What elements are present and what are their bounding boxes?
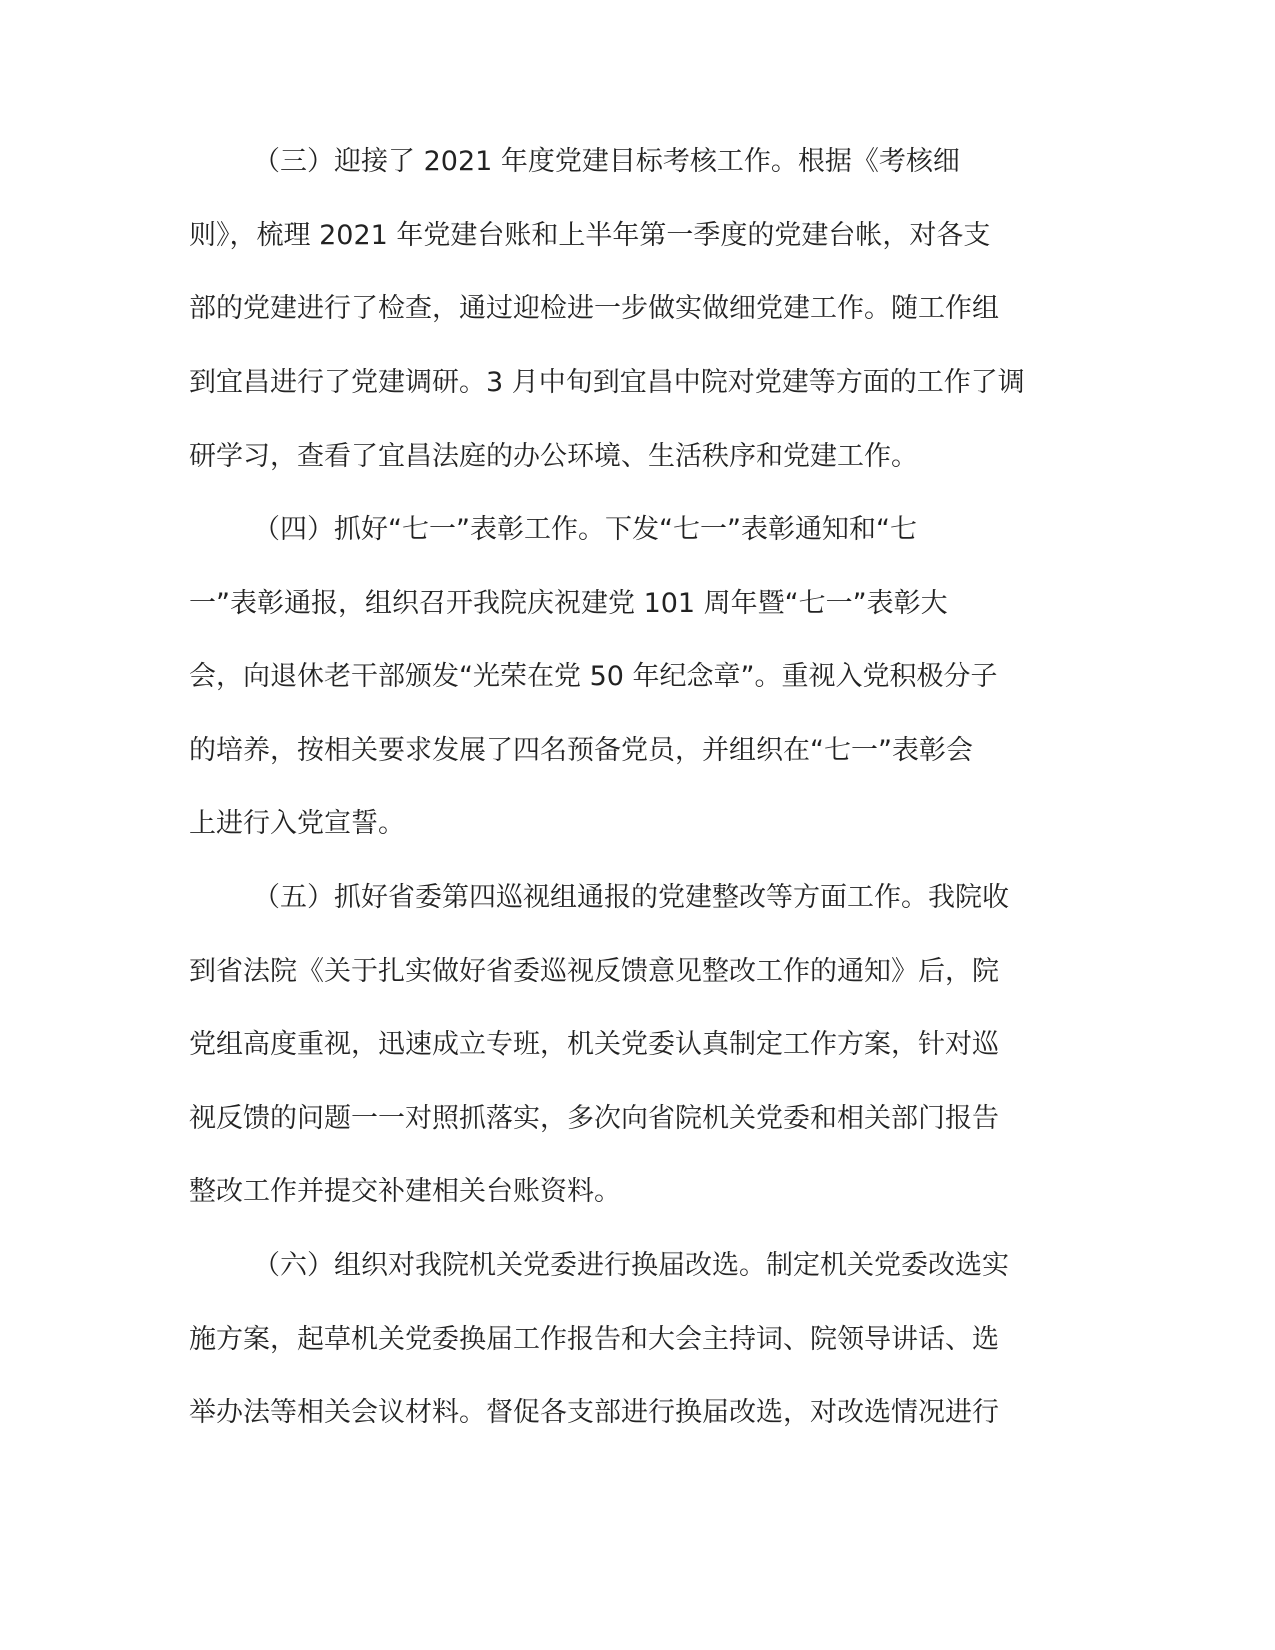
paragraph-line: 施方案，起草机关党委换届工作报告和大会主持词、院领导讲话、选 bbox=[189, 1324, 999, 1355]
paragraph-line: 会，向退休老干部颁发“光荣在党 50 年纪念章”。重视入党积极分子 bbox=[189, 661, 998, 692]
paragraph-line: 的培养，按相关要求发展了四名预备党员，并组织在“七一”表彰会 bbox=[189, 735, 973, 766]
paragraph-line: （六）组织对我院机关党委进行换届改选。制定机关党委改选实 bbox=[253, 1250, 1009, 1281]
paragraph-line: （四）抓好“七一”表彰工作。下发“七一”表彰通知和“七 bbox=[253, 514, 917, 545]
paragraph-line: 上进行入党宣誓。 bbox=[189, 808, 405, 839]
paragraph-line: 视反馈的问题一一对照抓落实，多次向省院机关党委和相关部门报告 bbox=[189, 1103, 999, 1134]
paragraph-line: 到宜昌进行了党建调研。3 月中旬到宜昌中院对党建等方面的工作了调 bbox=[189, 367, 1025, 398]
paragraph-line: （三）迎接了 2021 年度党建目标考核工作。根据《考核细 bbox=[253, 146, 960, 177]
paragraph-line: 整改工作并提交补建相关台账资料。 bbox=[189, 1176, 621, 1207]
paragraph-line: 到省法院《关于扎实做好省委巡视反馈意见整改工作的通知》后，院 bbox=[189, 956, 999, 987]
paragraph-line: （五）抓好省委第四巡视组通报的党建整改等方面工作。我院收 bbox=[253, 882, 1009, 913]
paragraph-line: 研学习，查看了宜昌法庭的办公环境、生活秩序和党建工作。 bbox=[189, 441, 918, 472]
paragraph-line: 党组高度重视，迅速成立专班，机关党委认真制定工作方案，针对巡 bbox=[189, 1029, 999, 1060]
paragraph-line: 举办法等相关会议材料。督促各支部进行换届改选，对改选情况进行 bbox=[189, 1397, 999, 1428]
paragraph-line: 部的党建进行了检查，通过迎检进一步做实做细党建工作。随工作组 bbox=[189, 293, 999, 324]
paragraph-line: 则》，梳理 2021 年党建台账和上半年第一季度的党建台帐，对各支 bbox=[189, 220, 991, 251]
paragraph-line: 一”表彰通报，组织召开我院庆祝建党 101 周年暨“七一”表彰大 bbox=[189, 588, 948, 619]
